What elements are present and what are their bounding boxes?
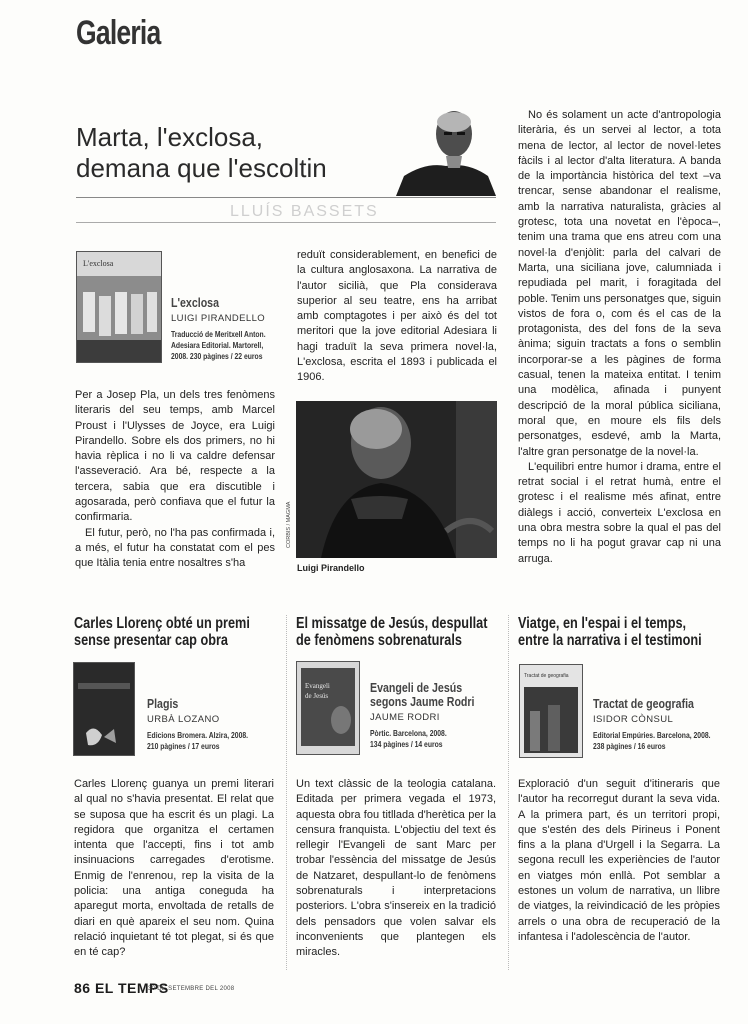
book-cover-lexclosa [76, 251, 162, 363]
review3-book-author: ISIDOR CÒNSUL [593, 714, 674, 725]
review1-body [74, 777, 274, 961]
review1-paragraph: Carles Llorenç guanya un premi literari al qual no s'havia presentat. El relat que se suposa que ha escrit és un plagi. La regidora que organitza el certamen intenta que l'accepti, fins i tot amb insinuacions carregades d'erotisme. Enmig de l'enrenou, rep la visita de la policia: una antiga coneguda ha aparegut morta, envoltada de retalls de diari en què apareix el seu nom. Quina relació inquietant té tot plegat, si és que en té cap? [74, 778, 274, 959]
review3-meta-2: 238 pàgines / 16 euros [593, 741, 666, 751]
review1-meta-1: Edicions Bromera. Alzira, 2008. [147, 730, 249, 740]
book1-meta-1: Traducció de Meritxell Anton. [171, 329, 266, 339]
cover-title-text: Evangeli [305, 682, 330, 690]
review2-meta-1: Pòrtic. Barcelona, 2008. [370, 728, 447, 738]
article-paragraph: Per a Josep Pla, un dels tres fenòmens literaris del seu temps, amb Marcel Proust i l'Ulysses de Joyce, era Luigi Pirandello. Sobre els dos primers, no hi havia rèplica i no li va caldre defensar l'asseveració. Ara bé, respecte a la tercera, sabia que era discutible i agosarada, però confiava que el futur la confirmaria. [75, 389, 275, 524]
article-paragraph: reduït considerablement, en benefici de la cultura anglosaxona. La narrativa de l'autor sicilià, que Pla considerava superior al seu teatre, ens ha arribat amb comptagotes i per això és del tot meritori que la jove editorial Adesiara li hagi traduït la seva primera novel·la, L'exclosa, escrita el 1893 i publicada el 1906. [297, 249, 497, 384]
review1-heading-line-2: sense presentar cap obra [74, 632, 229, 649]
article-title [76, 122, 406, 184]
article-paragraph: No és solament un acte d'antropologia literària, és un servei al lector, a tota mena de lector, al lector de novel·letes fàcils i al lector d'alta literatura. A banda de la importància històrica del text –va trencar, sense abandonar el realisme, amb la narrativa naturalista, gràcies al grotesc, tota una novetat en l'època–, tenim una trama que ens atreu com una novel·la d'enjòlit: parla del calvari de Marta, una siciliana jove, calumniada i repudiada pel marit, i foragitada del poble. Tenim uns personatges que, siguin vistos de fora o, com és el cas de la protagonista, des del fons de la seva ànima; siguin tractats a fons o semblin incorporar-se a les pàgines de forma casual, tenen la mateixa entitat. I tenim una modèlica, afinada i punyent descripció de la moral pública siciliana, moral que, en moure els fils dels personatges, esdevé, amb la Marta, l'altre gran personatge de la novel·la. [518, 109, 721, 458]
review2-book-title-2: segons Jaume Rodri [370, 695, 475, 709]
article-paragraph: El futur, però, no l'ha pas confirmada i, a més, el futur ha constatat com el pes que Itàlia tenia entre nosaltres s'ha [75, 526, 275, 570]
issue-date: 30 DE SETEMBRE DEL 2008 [148, 986, 235, 992]
section-title: Galeria [76, 14, 161, 52]
review3-heading-line-1: Viatge, en l'espai i el temps, [518, 615, 687, 632]
review3-book-title: Tractat de geografia [593, 697, 694, 711]
book1-meta-2: Adesiara Editorial. Martorell, [171, 340, 264, 350]
book-cover-evangeli [296, 661, 360, 755]
photo-credit: CORBIS / MAGMA [286, 501, 292, 548]
review2-heading-line-2: de fenòmens sobrenaturals [296, 632, 462, 649]
review1-meta-2: 210 pàgines / 17 euros [147, 741, 220, 751]
review3-heading [518, 615, 742, 649]
review1-heading [74, 615, 288, 649]
author-portrait [396, 104, 496, 196]
pirandello-photo [296, 401, 497, 558]
article-paragraph: L'equilibri entre humor i drama, entre el retrat social i el retrat humà, entre el grotesc i el realisme més afinat, entre diàlegs i acció, converteix L'exclosa en una obra mestra sobre la qual el pas del temps no li ha pogut gravar cap ni una arruga. [518, 460, 721, 565]
book-cover-tractat [519, 664, 583, 758]
review1-book-title: Plagis [147, 697, 179, 711]
review3-heading-line-2: entre la narrativa i el testimoni [518, 632, 702, 649]
review3-meta-1: Editorial Empúries. Barcelona, 2008. [593, 730, 711, 740]
review2-body [296, 777, 496, 961]
review3-body [518, 777, 720, 945]
review2-heading [296, 615, 529, 649]
book1-info [171, 296, 289, 362]
review1-heading-line-1: Carles Llorenç obté un premi [74, 615, 250, 632]
review2-book-title-1: Evangeli de Jesús [370, 681, 463, 695]
review2-paragraph: Un text clàssic de la teologia catalana. Editada per primera vegada el 1973, aquesta obra fou titllada d'herètica per la censura franquista. L'objectiu del text és rellegir l'Evangeli de sant Marc per trobar l'essència del missatge de Jesús de Natzaret, despullant-lo de fenòmens sobrenaturals i interpretacions posteriors. L'obra s'insereix en la tradició dels pensadors que volen salvar els inconvenients que plantegen els miracles. [296, 778, 496, 959]
review2-meta-2: 134 pàgines / 14 euros [370, 739, 443, 749]
column-divider [286, 615, 287, 970]
review2-heading-line-1: El missatge de Jesús, despullat [296, 615, 488, 632]
column-divider [508, 615, 509, 970]
book1-title: L'exclosa [171, 296, 220, 310]
photo-caption: Luigi Pirandello [297, 563, 365, 573]
title-rule-bottom [76, 222, 496, 223]
review3-paragraph: Exploració d'un seguit d'itineraris que l'autor ha recorregut durant la seva vida. A la primera part, és un territori propi, que s'estén des dels Pirineus i Ponent fins a la plana d'Urgell i la Segarra. La segona recull les experiències de l'autor en viatges món enllà. Pot semblar a estones un volum de narrativa, un llibre de viatges, la reivindicació de les pròpies arrels o una obra de recuperació de la infantesa i l'adolescència de l'autor. [518, 778, 720, 943]
article-column-1 [75, 388, 275, 572]
book1-meta-3: 2008. 230 pàgines / 22 euros [171, 351, 263, 361]
book-cover-plagis [73, 662, 135, 756]
svg-text:de Jesús: de Jesús [305, 692, 329, 700]
title-rule-top [76, 197, 496, 198]
book1-author: LUIGI PIRANDELLO [171, 313, 266, 324]
article-column-2 [297, 248, 497, 386]
article-column-3 [518, 108, 721, 567]
article-title-line-1: Marta, l'exclosa, [76, 122, 264, 152]
article-title-line-2: demana que l'escoltin [76, 153, 327, 183]
page-number: 86 EL TEMPS [74, 980, 169, 996]
review2-book-info [370, 681, 493, 750]
cover-title-text: Tractat de geografia [524, 673, 569, 679]
review1-book-info [147, 697, 273, 752]
review3-book-info [593, 697, 740, 752]
byline: LLUÍS BASSETS [230, 203, 379, 220]
review1-book-author: URBÀ LOZANO [147, 714, 220, 725]
cover-title-text: L'exclosa [83, 259, 114, 268]
review2-book-author: JAUME RODRI [370, 712, 440, 723]
